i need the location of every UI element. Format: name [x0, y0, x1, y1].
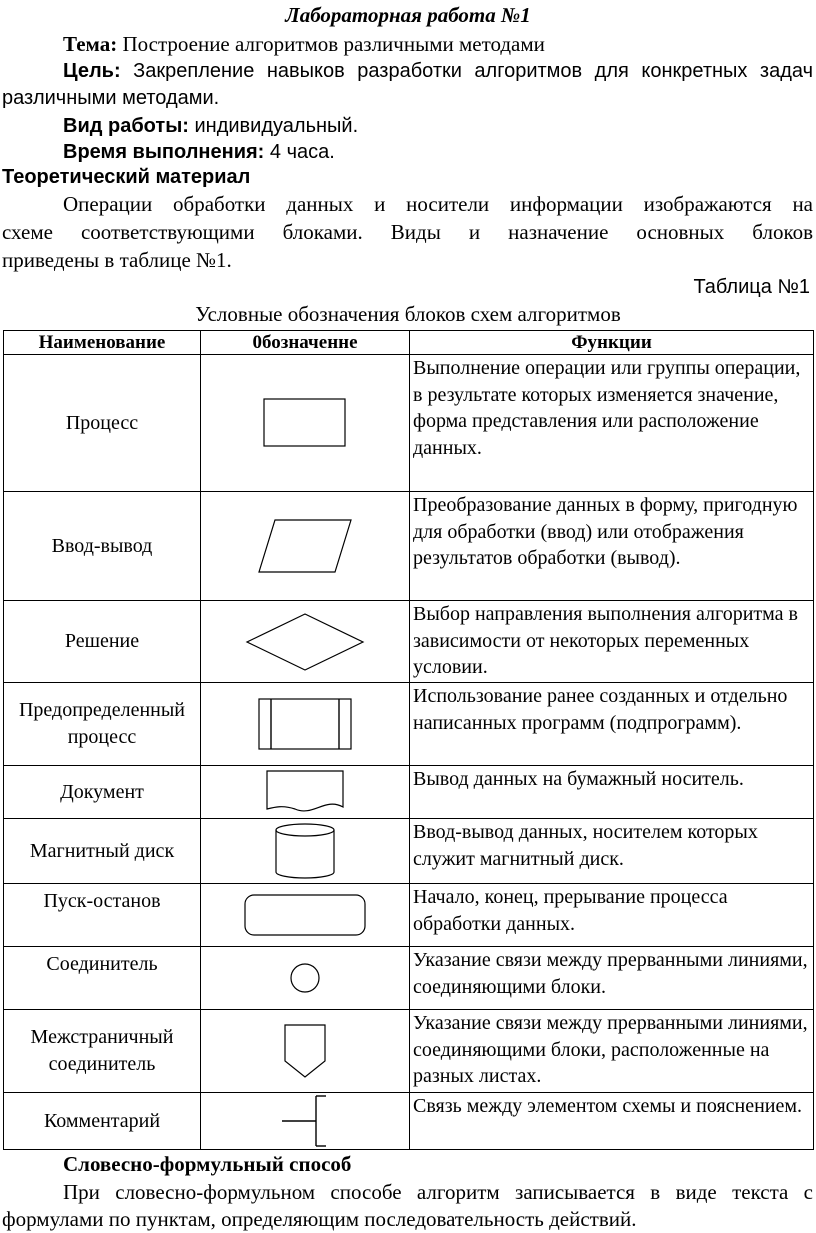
- terminator-icon: [243, 893, 367, 937]
- worktype-line: [63, 115, 358, 138]
- comment-icon: [280, 1094, 330, 1148]
- offpage-connector-icon: [283, 1023, 327, 1079]
- row-name: Комментарий: [4, 1093, 201, 1150]
- row-name: Документ: [4, 766, 201, 819]
- row-function: Начало, конец, прерывание процесса обработки данных.: [410, 884, 814, 947]
- verbal-line-2: формулами по пунктам, определяющим последовательность действий.: [2, 1207, 637, 1231]
- blocks-table: [3, 330, 814, 1150]
- row-name: Пуск-останов: [4, 884, 201, 947]
- cylinder-icon: [273, 822, 337, 880]
- table-row: [4, 947, 814, 1010]
- topic-line: [63, 32, 545, 57]
- time-label: Время выполнения:: [63, 141, 265, 163]
- topic-value: Построение алгоритмов различными методами: [122, 32, 545, 56]
- row-function: Указание связи между прерванными линиями, соединяющими блоки.: [410, 947, 814, 1010]
- table-row: [4, 766, 814, 819]
- circle-icon: [289, 962, 321, 994]
- header-functions: Функции: [410, 331, 814, 355]
- row-name: Ввод-вывод: [4, 492, 201, 601]
- header-name: Наименование: [4, 331, 201, 355]
- row-function: Указание связи между прерванными линиями, соединяющими блоки, расположенные на разных листах.: [410, 1010, 814, 1093]
- theory-para-line-3: приведены в таблице №1.: [2, 248, 232, 272]
- goal-label: Цель:: [63, 60, 121, 82]
- time-line: [63, 141, 335, 164]
- table-caption: Условные обозначения блоков схем алгоритмов: [195, 302, 621, 326]
- parallelogram-icon: [257, 518, 353, 574]
- row-name: Соединитель: [4, 947, 201, 1010]
- row-name: Процесс: [4, 355, 201, 492]
- rectangle-icon: [263, 398, 347, 448]
- table-row: [4, 819, 814, 884]
- header-symbol: 0бозначенне: [201, 331, 410, 355]
- table-row: [4, 355, 814, 492]
- table-row: [4, 683, 814, 766]
- table-header-row: [4, 331, 814, 355]
- page-title: Лабораторная работа №1: [285, 3, 531, 27]
- row-name: Межстраничный соединитель: [4, 1010, 201, 1093]
- row-function: Использование ранее созданных и отдельно написанных программ (подпрограмм).: [410, 683, 814, 766]
- row-function: Связь между элементом схемы и пояснением.: [410, 1093, 814, 1150]
- row-function: Ввод-вывод данных, носителем которых служит магнитный диск.: [410, 819, 814, 884]
- topic-label: Тема:: [63, 32, 118, 56]
- theory-para-line-2: схеме соответствующими блоками. Виды и назначение основных блоков: [2, 220, 813, 244]
- theory-para-line-1: Операции обработки данных и носители информации изображаются на: [63, 192, 813, 216]
- row-name: Магнитный диск: [4, 819, 201, 884]
- table-number: Таблица №1: [693, 276, 810, 298]
- table-row: [4, 601, 814, 683]
- predefined-process-icon: [257, 697, 353, 751]
- verbal-heading: Словесно-формульный способ: [63, 1152, 352, 1176]
- theory-heading: Теоретический материал: [2, 166, 251, 188]
- table-row: [4, 1093, 814, 1150]
- row-function: Вывод данных на бумажный носитель.: [410, 766, 814, 819]
- table-row: [4, 1010, 814, 1093]
- worktype-value: индивидуальный.: [194, 115, 359, 137]
- table-row: [4, 492, 814, 601]
- goal-line-1: [63, 60, 813, 83]
- worktype-label: Вид работы:: [63, 115, 189, 137]
- row-name: Предопределенный процесс: [4, 683, 201, 766]
- verbal-line-1: При словесно-формульном способе алгоритм записывается в виде текста с: [63, 1180, 813, 1204]
- goal-value-1: Закрепление навыков разработки алгоритмов для конкретных задач: [133, 60, 813, 82]
- diamond-icon: [245, 612, 365, 672]
- row-function: Выполнение операции или группы операции, в результате которых изменяется значение, форма представления или расположение данных.: [410, 355, 814, 492]
- document-icon: [265, 769, 345, 815]
- row-name: Решение: [4, 601, 201, 683]
- table-row: [4, 884, 814, 947]
- row-function: Выбор направления выполнения алгоритма в зависимости от некоторых переменных условии.: [410, 601, 814, 683]
- goal-value-2: различными методами.: [2, 87, 220, 109]
- time-value: 4 часа.: [269, 141, 335, 163]
- row-function: Преобразование данных в форму, пригодную для обработки (ввод) или отображения результатов обработки (вывод).: [410, 492, 814, 601]
